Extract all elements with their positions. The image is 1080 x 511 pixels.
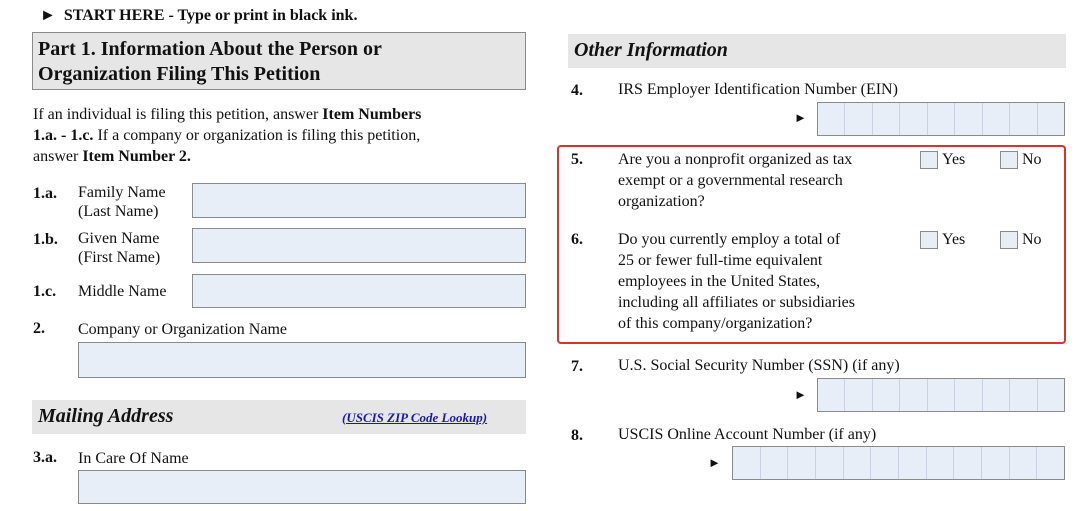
instruction-text: START HERE - Type or print in black ink. xyxy=(63,7,358,24)
arrow-right-icon: ► xyxy=(794,387,807,402)
item-number-4: 4. xyxy=(571,82,583,99)
item-number-7: 7. xyxy=(571,358,583,375)
item-number-1b: 1.b. xyxy=(33,231,58,248)
mailing-address-title: Mailing Address xyxy=(38,405,174,427)
item-number-8: 8. xyxy=(571,427,583,444)
ssn-field[interactable] xyxy=(817,378,1065,412)
given-name-field[interactable] xyxy=(192,228,526,263)
start-instruction xyxy=(40,6,357,26)
part1-title: Part 1. Information About the Person or Organization Filing This Petition xyxy=(38,38,382,85)
ssn-label: U.S. Social Security Number (SSN) (if any) xyxy=(618,357,900,374)
employees-no-label: No xyxy=(1022,231,1042,248)
ein-label: IRS Employer Identification Number (EIN) xyxy=(618,81,898,98)
arrow-right-icon: ► xyxy=(708,455,721,470)
item-number-1c: 1.c. xyxy=(33,283,57,300)
item-number-1a: 1.a. xyxy=(33,185,57,202)
uscis-account-field[interactable] xyxy=(732,446,1065,480)
nonprofit-yes-label: Yes xyxy=(942,151,966,168)
arrow-right-icon: ► xyxy=(794,110,807,125)
zip-code-lookup-link[interactable]: (USCIS ZIP Code Lookup) xyxy=(342,410,488,425)
employees-question: Do you currently employ a total of 25 or fewer full-time equivalent employees in the United States, including all affiliates or subsidiaries of this company/organization? xyxy=(618,231,855,332)
nonprofit-no-checkbox[interactable] xyxy=(1000,151,1018,169)
nonprofit-no-label: No xyxy=(1022,151,1042,168)
nonprofit-question: Are you a nonprofit organized as tax exempt or a governmental research organization? xyxy=(618,151,853,210)
middle-name-field[interactable] xyxy=(192,274,526,308)
middle-name-label: Middle Name xyxy=(78,283,167,300)
given-name-label: Given Name (First Name) xyxy=(78,230,161,266)
item-number-3a: 3.a. xyxy=(33,449,57,466)
family-name-field[interactable] xyxy=(192,183,526,218)
arrow-right-icon: ► xyxy=(40,7,56,24)
employees-yes-label: Yes xyxy=(942,231,966,248)
uscis-account-label: USCIS Online Account Number (if any) xyxy=(618,426,877,443)
other-info-title: Other Information xyxy=(574,39,728,61)
employees-yes-checkbox[interactable] xyxy=(920,231,938,249)
in-care-of-label: In Care Of Name xyxy=(78,450,189,467)
nonprofit-yes-checkbox[interactable] xyxy=(920,151,938,169)
item-number-5: 5. xyxy=(571,151,583,168)
item-number-2: 2. xyxy=(33,320,45,337)
company-name-field[interactable] xyxy=(78,342,526,378)
part1-intro: If an individual is filing this petition, answer Item Numbers 1.a. - 1.c. If a company or organization is filing this petition, answer Item Number 2. xyxy=(33,106,422,165)
ein-field[interactable] xyxy=(817,102,1065,136)
company-name-label: Company or Organization Name xyxy=(78,321,287,338)
employees-no-checkbox[interactable] xyxy=(1000,231,1018,249)
item-number-6: 6. xyxy=(571,231,583,248)
in-care-of-field[interactable] xyxy=(78,470,526,504)
family-name-label: Family Name (Last Name) xyxy=(78,184,166,220)
